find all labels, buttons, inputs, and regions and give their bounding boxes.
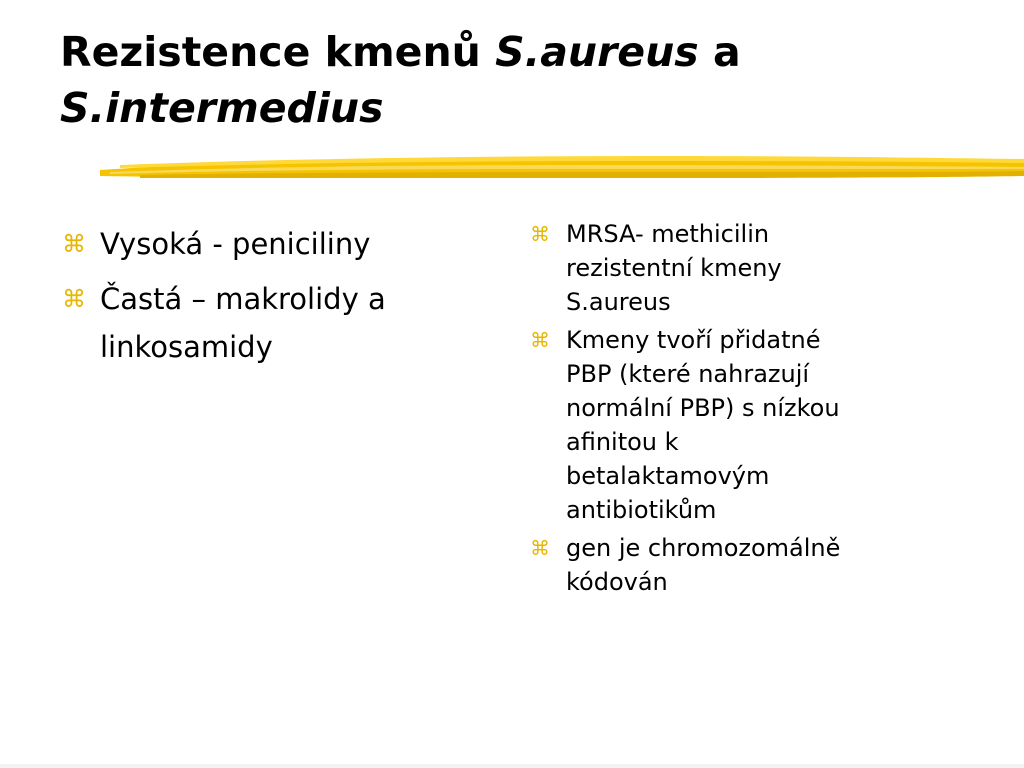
list-item bbox=[62, 275, 482, 371]
brush-stroke-divider bbox=[100, 148, 1024, 186]
right-bullet-list bbox=[530, 217, 970, 603]
bullet-icon: ⌘ bbox=[62, 230, 86, 258]
bullet-icon: ⌘ bbox=[530, 328, 550, 352]
slide-title bbox=[60, 24, 960, 136]
left-bullet-list bbox=[62, 220, 482, 378]
bullet-icon: ⌘ bbox=[62, 285, 86, 313]
bottom-divider bbox=[0, 764, 1024, 768]
bullet-icon: ⌘ bbox=[530, 222, 550, 246]
title-text: Rezistence kmenů bbox=[60, 28, 496, 76]
bullet-text: Častá – makrolidy a linkosamidy bbox=[100, 282, 386, 364]
bullet-text: Kmeny tvoří přidatné PBP (které nahrazují normální PBP) s nízkou afinitou k betalaktamovým antibiotikům bbox=[566, 326, 840, 524]
title-conjunction: a bbox=[698, 28, 741, 76]
title-species-aureus: S.aureus bbox=[495, 28, 699, 76]
list-item bbox=[530, 323, 970, 527]
bullet-text: Vysoká - peniciliny bbox=[100, 227, 371, 261]
list-item bbox=[530, 217, 970, 319]
title-species-intermedius: S.intermedius bbox=[60, 84, 384, 132]
bullet-icon: ⌘ bbox=[530, 536, 550, 560]
list-item bbox=[530, 531, 970, 599]
list-item bbox=[62, 220, 482, 268]
bullet-text: gen je chromozomálně kódován bbox=[566, 534, 841, 596]
bullet-text: MRSA- methicilin rezistentní kmeny S.aureus bbox=[566, 220, 782, 316]
